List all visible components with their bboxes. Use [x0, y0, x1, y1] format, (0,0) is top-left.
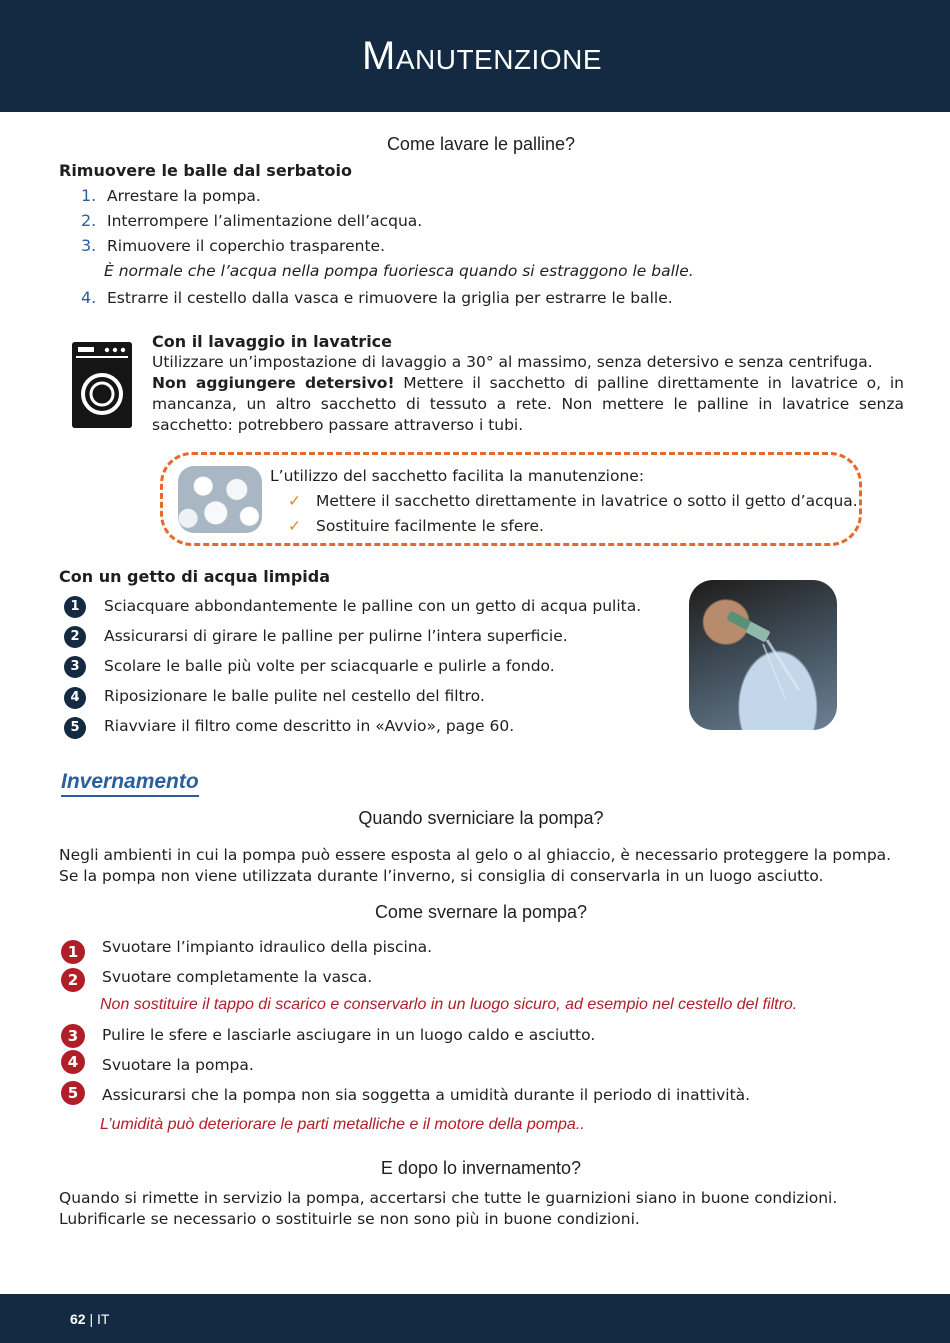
rinse-title: Con un getto di acqua limpida — [59, 567, 331, 586]
machine-block — [152, 331, 904, 436]
winter-step: Svuotare la pompa. — [102, 1056, 254, 1074]
after-text: Quando si rimette in servizio la pompa, accertarsi che tutte le guarnizioni siano in buone condizioni. Lubrificarle se necessario o sostituirle se non sono più in buone condizioni. — [59, 1189, 838, 1228]
page-number: 62 | IT — [70, 1311, 110, 1327]
list-item: 1. Arrestare la pompa. — [81, 186, 261, 205]
wash-heading: Come lavare le palline? — [386, 134, 576, 154]
step-number-badge: 4 — [64, 687, 86, 709]
list-item: 3. Rimuovere il coperchio trasparente. — [81, 236, 385, 255]
list-item: ✓ Sostituire facilmente le sfere. — [288, 517, 544, 535]
winter-step: Svuotare completamente la vasca. — [102, 968, 373, 986]
winter-section-title: Invernamento — [61, 770, 199, 797]
page-footer — [0, 1294, 950, 1343]
rinse-step: Assicurarsi di girare le palline per pulirne l’intera superficie. — [104, 627, 568, 645]
rinse-step: Sciacquare abbondantemente le palline con un getto di acqua pulita. — [104, 597, 642, 615]
machine-text-2: Non aggiungere detersivo! Mettere il sacchetto di palline direttamente in lavatrice o, in mancanza, un altro sacchetto di tessuto a rete. Non mettere le palline in lavatrice senza sacchetto: potrebbero passare attraverso i tubi. — [152, 374, 905, 434]
page-title: Manutenzione — [362, 34, 602, 78]
step-number-badge: 3 — [64, 656, 86, 678]
after-heading: E dopo lo invernamento? — [380, 1158, 582, 1178]
step-number-badge: 4 — [61, 1050, 85, 1074]
callout-intro: L’utilizzo del sacchetto facilita la manutenzione: — [270, 467, 645, 485]
step-number-badge: 1 — [61, 940, 85, 964]
remove-title: Rimuovere le balle dal serbatoio — [59, 161, 352, 180]
check-icon: ✓ — [288, 517, 301, 535]
step-number-badge: 2 — [61, 968, 85, 992]
check-icon: ✓ — [288, 492, 301, 510]
balls-image — [178, 466, 262, 533]
remove-note: È normale che l’acqua nella pompa fuoriesca quando si estraggono le balle. — [104, 262, 694, 280]
winter-step: Assicurarsi che la pompa non sia soggetta a umidità durante il periodo di inattività. — [102, 1086, 751, 1104]
winter-note: Non sostituire il tappo di scarico e conservarlo in un luogo sicuro, ad esempio nel cestello del filtro. — [100, 996, 798, 1013]
when-text: Negli ambienti in cui la pompa può essere esposta al gelo o al ghiaccio, è necessario proteggere la pompa. Se la pompa non viene utilizzata durante l’inverno, si consiglia di conservarla in un luogo asciutto. — [59, 846, 892, 885]
list-item: 2. Interrompere l’alimentazione dell’acqua. — [81, 211, 423, 230]
step-number-badge: 3 — [61, 1024, 85, 1048]
step-number-badge: 5 — [61, 1081, 85, 1105]
list-item: ✓ Mettere il sacchetto direttamente in lavatrice o sotto il getto d’acqua. — [288, 492, 858, 510]
how-heading: Come svernare la pompa? — [374, 902, 588, 922]
hose-rinse-image — [689, 580, 837, 730]
rinse-step: Scolare le balle più volte per sciacquarle e pulirle a fondo. — [104, 657, 555, 675]
machine-title: Con il lavaggio in lavatrice — [152, 332, 393, 351]
when-heading: Quando sverniciare la pompa? — [358, 808, 604, 828]
washing-machine-icon — [72, 342, 132, 428]
winter-step: Pulire le sfere e lasciarle asciugare in un luogo caldo e asciutto. — [102, 1026, 596, 1044]
winter-note: L’umidità può deteriorare le parti metalliche e il motore della pompa.. — [100, 1116, 585, 1133]
winter-step: Svuotare l’impianto idraulico della piscina. — [102, 938, 433, 956]
machine-text: Utilizzare un’impostazione di lavaggio a 30° al massimo, senza detersivo e senza centrifuga. — [152, 353, 873, 371]
step-number-badge: 2 — [64, 626, 86, 648]
list-item: 4. Estrarre il cestello dalla vasca e rimuovere la griglia per estrarre le balle. — [81, 288, 673, 307]
step-number-badge: 5 — [64, 717, 86, 739]
rinse-step: Riposizionare le balle pulite nel cestello del filtro. — [104, 687, 485, 705]
page-header — [0, 0, 950, 112]
step-number-badge: 1 — [64, 596, 86, 618]
rinse-step: Riavviare il filtro come descritto in «Avvio», page 60. — [104, 717, 515, 735]
